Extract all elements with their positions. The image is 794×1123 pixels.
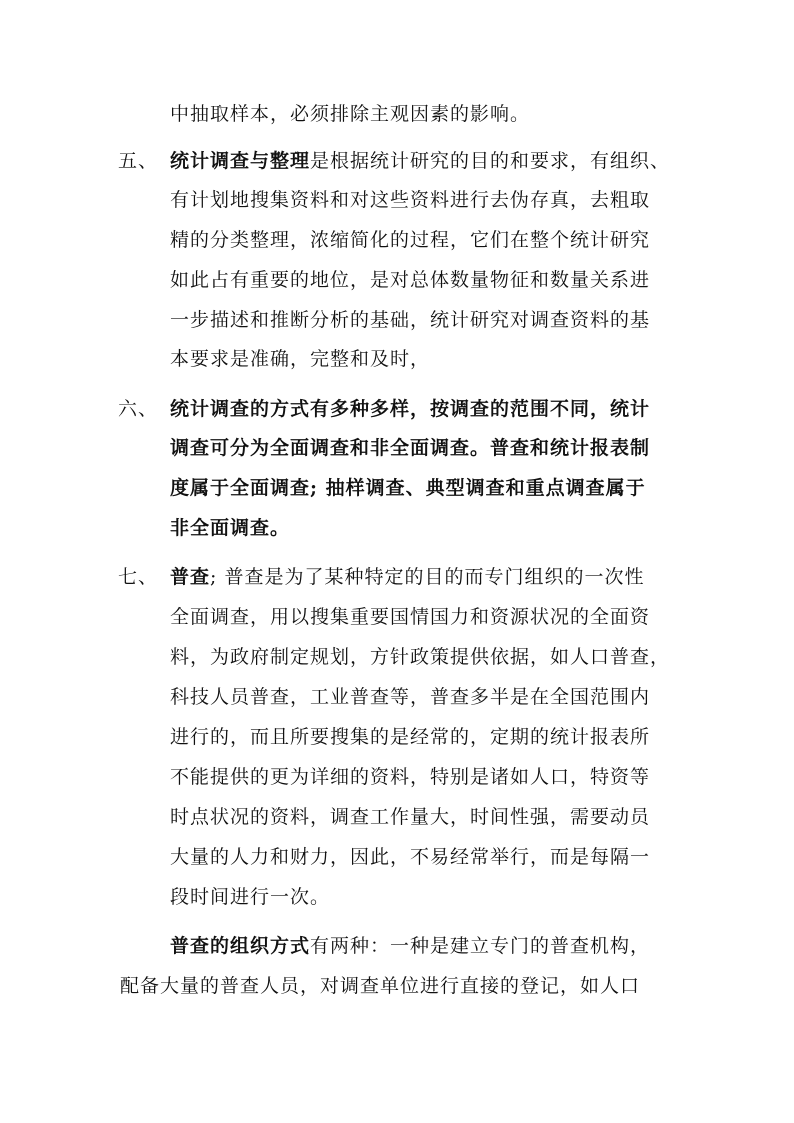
- item5-line-2: 有计划地搜集资料和对这些资料进行去伪存真，去粗取: [170, 189, 651, 211]
- para-line1-text: 有两种：一种是建立专门的普查机构，: [310, 935, 651, 957]
- item5-line-5: 一步描述和推断分析的基础，统计研究对调查资料的基: [170, 309, 651, 331]
- item7-line-8: 大量的人力和财力，因此，不易经常举行，而是每隔一: [170, 846, 651, 868]
- item-number-5: 五、: [118, 150, 159, 172]
- para-line-2: 配备大量的普查人员，对调查单位进行直接的登记，如人口: [120, 975, 641, 997]
- item7-line-9: 段时间进行一次。: [170, 886, 331, 908]
- item5-line-4: 如此占有重要的地位，是对总体数量物征和数量关系进: [170, 269, 651, 291]
- item-number-6: 六、: [118, 398, 159, 420]
- para-line-1: [170, 932, 650, 960]
- item7-line1-text: ; 普查是为了某种特定的目的而专门组织的一次性: [210, 566, 645, 588]
- item7-line-5: 进行的，而且所要搜集的是经常的，定期的统计报表所: [170, 726, 651, 748]
- item5-line-1: [170, 147, 670, 175]
- item7-line-1: [170, 563, 644, 591]
- para-term: 普查的组织方式: [170, 935, 311, 957]
- item7-line-4: 科技人员普查，工业普查等，普查多半是在全国范围内: [170, 686, 651, 708]
- item7-line-2: 全面调查，用以搜集重要国情国力和资源状况的全面资: [170, 606, 651, 628]
- item5-line1-text: 是根据统计研究的目的和要求，有组织、: [310, 150, 671, 172]
- item6-line-1: 统计调查的方式有多种多样，按调查的范围不同，统计: [170, 398, 651, 420]
- continuation-line: 中抽取样本，必须排除主观因素的影响。: [170, 103, 531, 125]
- item5-line-3: 精的分类整理，浓缩简化的过程，它们在整个统计研究: [170, 229, 651, 251]
- item6-line-3: 度属于全面调查; 抽样调查、典型调查和重点调查属于: [170, 477, 646, 499]
- item7-line-3: 料，为政府制定规划，方针政策提供依据，如人口普查，: [170, 646, 671, 668]
- item5-line-6: 本要求是准确，完整和及时，: [170, 348, 431, 370]
- item-number-7: 七、: [118, 566, 159, 588]
- item5-term: 统计调查与整理: [170, 150, 311, 172]
- item6-line-2: 调查可分为全面调查和非全面调查。普查和统计报表制: [170, 437, 651, 459]
- item7-line-7: 时点状况的资料，调查工作量大，时间性强，需要动员: [170, 806, 651, 828]
- item6-line-4: 非全面调查。: [170, 517, 291, 539]
- item7-term: 普查: [170, 566, 211, 588]
- item7-line-6: 不能提供的更为详细的资料，特别是诸如人口，特资等: [170, 766, 651, 788]
